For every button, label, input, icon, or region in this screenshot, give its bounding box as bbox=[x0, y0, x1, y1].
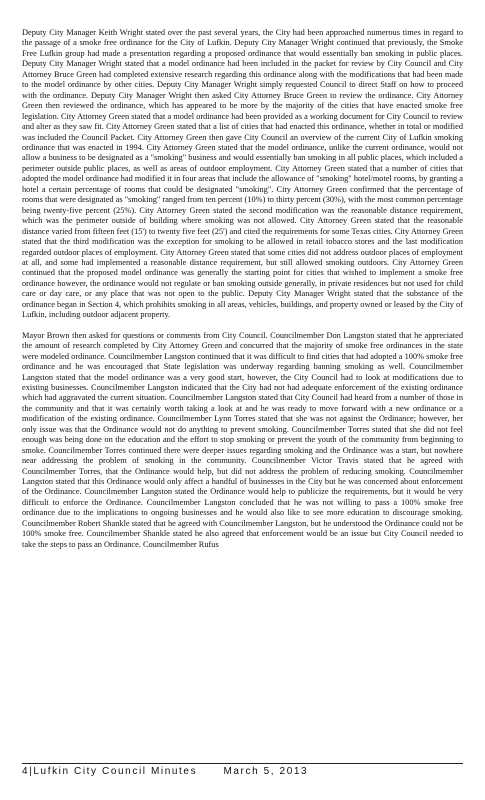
footer-date: March 5, 2013 bbox=[223, 766, 309, 777]
page-footer bbox=[22, 763, 463, 777]
footer-page-number: 4 bbox=[22, 766, 30, 777]
paragraph-1: Deputy City Manager Keith Wright stated over the past several years, the City had been approached numerous times in regard to the passage of a smoke free ordinance for the City of Lufkin. Deputy City Manager Wright continued that previously, the Smoke Free Lufkin group had made a presentation regarding a proposed ordinance that would essentially ban smoking in public places. Deputy City Manager Wright stated that a model ordinance had been included in the packet for review by City Council and City Attorney Bruce Green had completed extensive research regarding this ordinance along with the modifications that had been made to the model ordinance by other cities. Deputy City Manager Wright simply requested Council to direct Staff on how to proceed with the ordinance. Deputy City Manager Wright then asked City Attorney Bruce Green to review the ordinance. City Attorney Green then reviewed the ordinance, which has appeared to be more by the majority of the cities that have enacted smoke free legislation. City Attorney Green stated that a model ordinance had been provided as a working document for City Council to review and alter as they saw fit. City Attorney Green stated that a list of cities that had enacted this ordinance, whether in total or modified was included the Council Packet. City Attorney Green then gave City Council an overview of the current City of Lufkin smoking ordinance that was enacted in 1994. City Attorney Green stated that the model ordinance, unlike the current ordinance, would not allow a business to be designated as a "smoking" business and would essentially ban smoking in all public places, which included a perimeter outside public places, as well as areas of outdoor employment. City Attorney Green stated that a number of cities that adopted the model ordinance had modified it in four areas that include the allowance of "smoking" hotel/motel rooms, by granting a hotel a certain percentage of rooms that could be designated "smoking". City Attorney Green confirmed that the percentage of rooms that were designated as "smoking" ranged from ten percent (10%) to thirty percent (30%), with the most common percentage being twenty-five percent (25%). City Attorney Green stated the second modification was the reasonable distance requirement, which was the perimeter outside of building where smoking was not allowed. City Attorney Green stated that the reasonable distance varied from fifteen feet (15') to twenty five feet (25') and cited the requirements for some Texas cities. City Attorney Green stated that the third modification was the exception for smoking to be allowed in retail tobacco stores and the last modification regarded outdoor places of employment. City Attorney Green stated that some cities did not address outdoor places of employment at all, and some had implemented a reasonable distance requirement, but still allowed smoking outdoors. City Attorney Green continued that the proposed model ordinance was generally the starting point for cities that wished to implement a smoke free ordinance however, the ordinance would not regulate or ban smoking outside generally, in private residences but not used for child care or day care, or any place that was not open to the public. Deputy City Manager Wright stated that the substance of the ordinance began in Section 4, which prohibits smoking in all areas, vehicles, buildings, and property owned or leased by the City of Lufkin, including outdoor adjacent property. bbox=[22, 28, 463, 320]
paragraph-2: Mayor Brown then asked for questions or comments from City Council. Councilmember Don Langston stated that he appreciated the amount of research completed by City Attorney Green and concurred that the majority of smoke free ordinances in the state were modeled ordinance. Councilmember Langston continued that it was difficult to find cities that had adopted a 100% smoke free ordinance and he was encouraged that State legislation was underway regarding banning smoking as well. Councilmember Langston stated that the model ordinance was a very good start, however, the City Council had to look at modifications due to existing businesses. Councilmember Langston indicated that the City had not had adequate enforcement of the existing ordinance which had aggravated the current situation. Councilmember Langston stated that City Council had heard from a number of those in the community and that it was certainly worth taking a look at and he was ready to move forward with a new ordinance or a modification of the existing ordinance. Councilmember Lynn Torres stated that she was not against the Ordinance; however, her only issue was that the Ordinance would not do anything to prevent smoking. Councilmember Torres stated that she did not feel enough was being done on the education and the effort to stop smoking or prevent the youth of the community from beginning to smoke. Councilmember Torres continued there were deeper issues regarding smoking and the Ordinance was a start, but nowhere near addressing the problem of smoking in the community. Councilmember Victor Travis stated that he agreed with Councilmember Torres, that the Ordinance would help, but did not address the problem of reducing smoking. Councilmember Langston stated that this Ordinance would only affect a handful of businesses in the City but he was concerned about enforcement of the Ordinance. Councilmember Langston stated the Ordinance would help to publicize the requirements, but it would be very difficult to enforce the Ordinance. Councilmember Langston concluded that he was not willing to pass a 100% smoke free ordinance due to the implications to ongoing businesses and he would also like to see more education to discourage smoking. Councilmember Robert Shankle stated that he agreed with Councilmember Langston, but he understood the Ordinance could not be 100% smoke free. Councilmember Shankle stated he also agreed that enforcement would be an issue but City Council needed to take the steps to pass an Ordinance. Councilmember Rufus bbox=[22, 330, 463, 549]
footer-separator: | bbox=[29, 766, 34, 777]
footer-title: Lufkin City Council Minutes bbox=[33, 766, 198, 777]
